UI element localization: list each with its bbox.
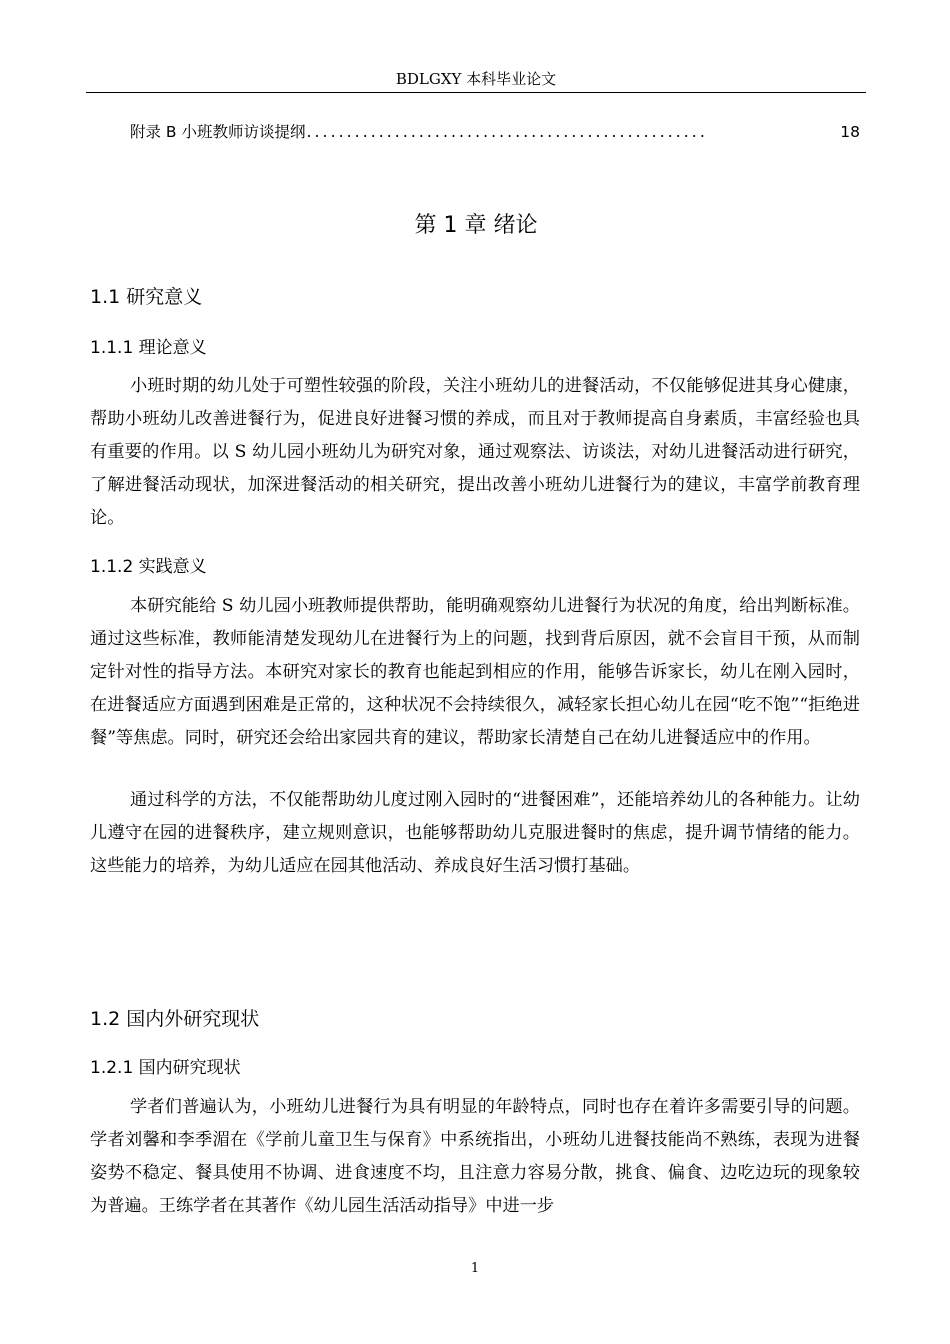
running-header: BDLGXY 本科毕业论文 <box>395 70 557 88</box>
section-heading-1-2-1: 1.2.1 国内研究现状 <box>90 1058 241 1078</box>
toc-leader-dots: .................................................. <box>306 123 708 141</box>
toc-entry-page: 18 <box>840 123 860 141</box>
section-heading-1-1-2: 1.1.2 实践意义 <box>90 557 207 577</box>
page-number: 1 <box>470 1261 480 1276</box>
section-heading-1-2: 1.2 国内外研究现状 <box>90 1008 260 1030</box>
paragraph-theoretical-significance: 小班时期的幼儿处于可塑性较强的阶段，关注小班幼儿的进餐活动，不仅能够促进其身心健康，帮助小班幼儿改善进餐行为，促进良好进餐习惯的养成，而且对于教师提高自身素质，丰富经验也具有重要的作用。以 S 幼儿园小班幼儿为研究对象，通过观察法、访谈法，对幼儿进餐活动进行研究，了解进餐活动现状，加深进餐活动的相关研究，提出改善小班幼儿进餐行为的建议，丰富学前教育理论。 <box>90 376 860 528</box>
toc-entry[interactable] <box>130 119 860 143</box>
chapter-title: 第 1 章 绪论 <box>414 213 538 238</box>
section-heading-1-1: 1.1 研究意义 <box>90 286 203 308</box>
header-divider <box>86 92 866 93</box>
toc-entry-title: 附录 B 小班教师访谈提纲 <box>130 123 306 141</box>
section-heading-1-1-1: 1.1.1 理论意义 <box>90 338 207 358</box>
paragraph-practical-significance-1: 本研究能给 S 幼儿园小班教师提供帮助，能明确观察幼儿进餐行为状况的角度，给出判断标准。通过这些标准，教师能清楚发现幼儿在进餐行为上的问题，找到背后原因，就不会盲目干预，从而制定针对性的指导方法。本研究对家长的教育也能起到相应的作用，能够告诉家长，幼儿在刚入园时，在进餐适应方面遇到困难是正常的，这种状况不会持续很久，减轻家长担心幼儿在园“吃不饱”“拒绝进餐”等焦虑。同时，研究还会给出家园共育的建议，帮助家长清楚自己在幼儿进餐适应中的作用。 <box>90 596 860 748</box>
paragraph-domestic-research: 学者们普遍认为，小班幼儿进餐行为具有明显的年龄特点，同时也存在着许多需要引导的问题。学者刘馨和李季湄在《学前儿童卫生与保育》中系统指出，小班幼儿进餐技能尚不熟练，表现为进餐姿势不稳定、餐具使用不协调、进食速度不均，且注意力容易分散，挑食、偏食、边吃边玩的现象较为普遍。王练学者在其著作《幼儿园生活活动指导》中进一步 <box>90 1097 860 1216</box>
paragraph-practical-significance-2: 通过科学的方法，不仅能帮助幼儿度过刚入园时的“进餐困难”，还能培养幼儿的各种能力。让幼儿遵守在园的进餐秩序，建立规则意识，也能够帮助幼儿克服进餐时的焦虑，提升调节情绪的能力。这些能力的培养，为幼儿适应在园其他活动、养成良好生活习惯打基础。 <box>90 790 860 876</box>
